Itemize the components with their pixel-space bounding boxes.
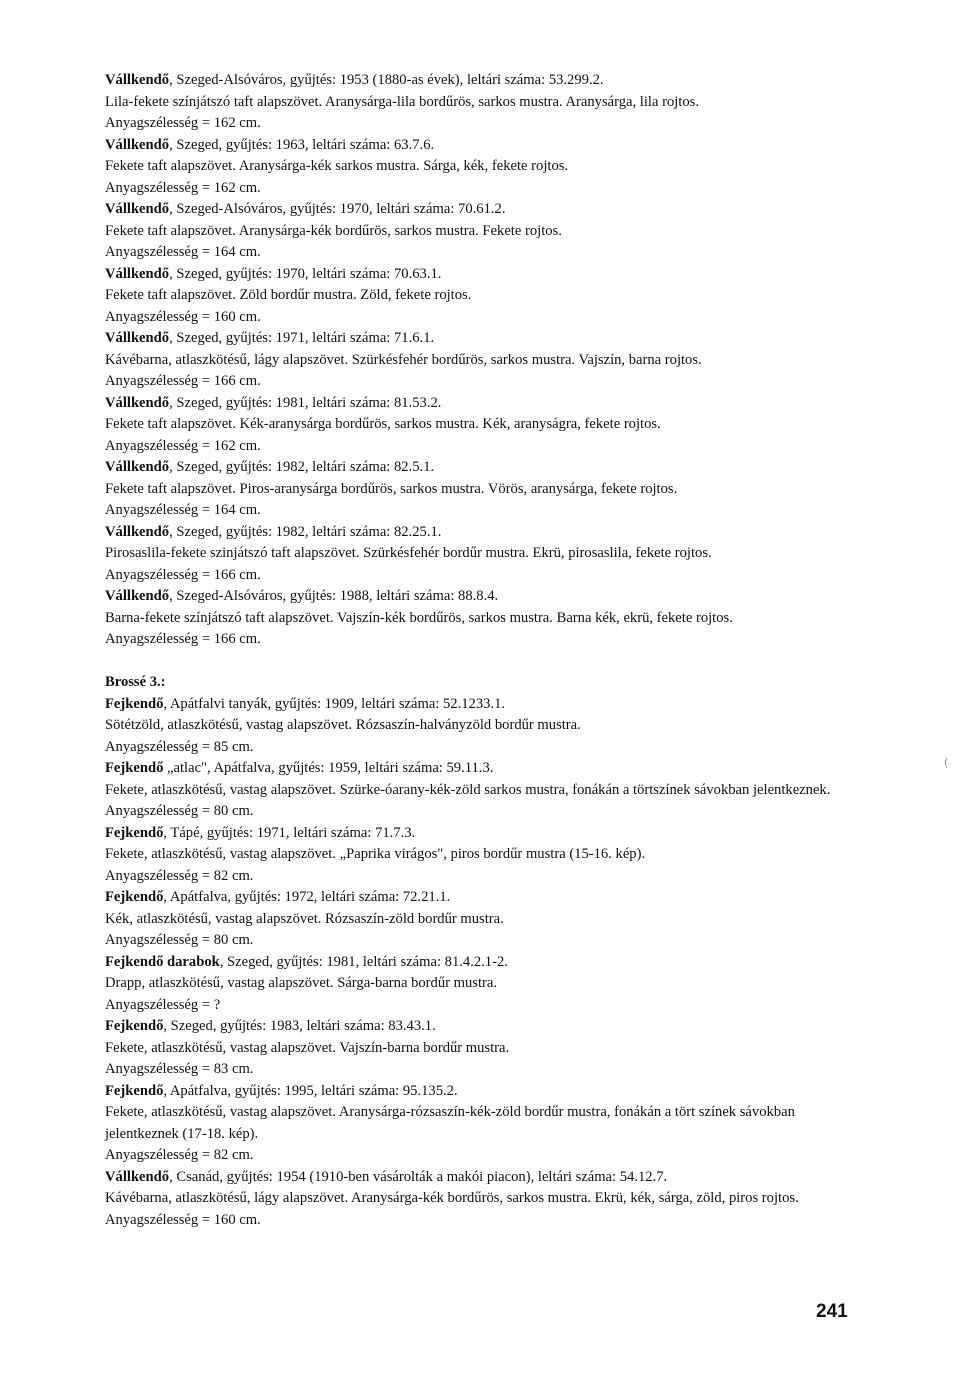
entry-label: Vállkendő: [105, 588, 170, 604]
page-number: 241: [816, 1301, 848, 1322]
entry-meta: , Csanád, gyűjtés: 1954 (1910-ben vásárolták a makói piacon), leltári száma: 54.12.7.: [169, 1168, 668, 1185]
entry-width: Anyagszélesség = 82 cm.: [105, 867, 254, 884]
entry-description: Pirosaslila-fekete szinjátszó taft alapszövet. Szürkésfehér bordűr mustra. Ekrü, pirosaslila, fekete rojtos.: [105, 545, 712, 561]
entry: [105, 199, 865, 264]
scan-mark: (: [944, 756, 949, 769]
entry-meta: , Szeged-Alsóváros, gyűjtés: 1988, leltári száma: 88.8.4.: [169, 588, 499, 604]
entry-label: Fejkendő: [105, 1082, 164, 1099]
entry-label: Vállkendő: [105, 136, 170, 153]
entry-description: Kávébarna, atlaszkötésű, lágy alapszövet. Szürkésfehér bordűrös, sarkos mustra. Vajszín, barna rojtos.: [105, 351, 702, 368]
entry-head: [105, 1081, 865, 1103]
entry-head: [105, 457, 865, 479]
entry-description: Lila-fekete színjátszó taft alapszövet. Aranysárga-lila bordűrös, sarkos mustra. Aranysárga, lila rojtos.: [105, 93, 699, 110]
entry-label: Fejkendő: [105, 695, 164, 712]
entry: [105, 70, 865, 135]
entry-meta: , Szeged, gyűjtés: 1981, leltári száma: 81.4.2.1-2.: [219, 953, 508, 970]
entry-head: [105, 70, 865, 92]
entry-meta: , Szeged, gyűjtés: 1982, leltári száma: 82.5.1.: [169, 459, 435, 475]
entry-meta: , Szeged, gyűjtés: 1983, leltári száma: 83.43.1.: [163, 1018, 436, 1034]
entry-head: [105, 135, 865, 157]
entry-description: Fekete, atlaszkötésű, vastag alapszövet. Vajszín-barna bordűr mustra.: [105, 1039, 510, 1056]
entry-head: [105, 586, 865, 608]
entry-description: Sötétzöld, atlaszkötésű, vastag alapszövet. Rózsaszín-halványzöld bordűr mustra.: [105, 717, 581, 733]
entry: [105, 522, 865, 587]
entry-meta: , Szeged, gyűjtés: 1971, leltári száma: 71.6.1.: [169, 330, 435, 346]
entry-width: Anyagszélesség = 82 cm.: [105, 1147, 254, 1163]
entry-head: [105, 952, 865, 974]
entry-description: Fekete, atlaszkötésű, vastag alapszövet. „Paprika virágos", piros bordűr mustra (15-16. kép).: [105, 846, 646, 862]
entry-description: Fekete taft alapszövet. Aranysárga-kék bordűrös, sarkos mustra. Fekete rojtos.: [105, 222, 562, 239]
entry: [105, 393, 865, 458]
entry-meta: , Apátfalva, gyűjtés: 1972, leltári száma: 72.21.1.: [163, 889, 451, 905]
entry-description: Barna-fekete színjátszó taft alapszövet. Vajszín-kék bordűrös, sarkos mustra. Barna kék, ekrü, fekete rojtos.: [105, 609, 733, 626]
entry-description: Fekete taft alapszövet. Aranysárga-kék sarkos mustra. Sárga, kék, fekete rojtos.: [105, 158, 569, 174]
entry-meta: , Szeged, gyűjtés: 1981, leltári száma: 81.53.2.: [169, 394, 442, 411]
entry-width: Anyagszélesség = 166 cm.: [105, 373, 261, 389]
entry-description: Kék, atlaszkötésű, vastag alapszövet. Rózsaszín-zöld bordűr mustra.: [105, 910, 504, 927]
entry-head: [105, 1167, 865, 1189]
entry: [105, 586, 865, 651]
entry-label: Vállkendő: [105, 1168, 170, 1185]
entry-description: Kávébarna, atlaszkötésű, lágy alapszövet. Aranysárga-kék bordűrös, sarkos mustra. Ekrü, kék, sárga, zöld, piros rojtos.: [105, 1190, 799, 1206]
entry-label: Fejkendő: [105, 824, 164, 841]
section-heading: Brossé 3.:: [105, 674, 166, 690]
entry-head: [105, 199, 865, 221]
entry-width: Anyagszélesség = 83 cm.: [105, 1061, 254, 1077]
entry-description: Fekete taft alapszövet. Kék-aranysárga bordűrös, sarkos mustra. Kék, aranyságra, fekete rojtos.: [105, 416, 661, 432]
entry-meta: , Szeged, gyűjtés: 1982, leltári száma: 82.25.1.: [169, 523, 442, 540]
entry-head: [105, 1016, 865, 1038]
entry-description: Fekete, atlaszkötésű, vastag alapszövet. Szürke-óarany-kék-zöld sarkos mustra, fonákán a törtszínek sávokban jelentkeznek.: [105, 781, 831, 798]
section-b: [105, 672, 865, 1231]
entry: [105, 264, 865, 329]
entry: [105, 1081, 865, 1167]
entry-label: Vállkendő: [105, 265, 170, 282]
section-gap: [105, 651, 865, 673]
entry-label: Vállkendő: [105, 523, 170, 540]
entry-head: [105, 823, 865, 845]
entry-label: Vállkendő: [105, 201, 170, 217]
entry-width: Anyagszélesség = 160 cm.: [105, 1211, 261, 1228]
entry-description: Fekete taft alapszövet. Piros-aranysárga bordűrös, sarkos mustra. Vörös, aranysárga, fekete rojtos.: [105, 480, 678, 497]
entry-label: Vállkendő: [105, 394, 170, 411]
entry-meta: , Apátfalva, gyűjtés: 1995, leltári száma: 95.135.2.: [163, 1082, 458, 1099]
entry-label: Fejkendő darabok: [105, 953, 220, 970]
entry-meta: , Szeged, gyűjtés: 1970, leltári száma: 70.63.1.: [169, 265, 442, 282]
entry-head: [105, 694, 865, 716]
entry-label: Vállkendő: [105, 459, 170, 475]
entry-width: Anyagszélesség = 80 cm.: [105, 803, 254, 819]
page-content: [105, 70, 865, 1231]
entry: [105, 952, 865, 1017]
entry-width: Anyagszélesség = 164 cm.: [105, 502, 261, 518]
entry-head: [105, 264, 865, 286]
entry: [105, 887, 865, 952]
entry-width: Anyagszélesség = 166 cm.: [105, 566, 261, 583]
entry: [105, 457, 865, 522]
entry-meta: , Tápé, gyűjtés: 1971, leltári száma: 71.7.3.: [163, 824, 416, 841]
entry-head: [105, 887, 865, 909]
entry-description: Fekete, atlaszkötésű, vastag alapszövet. Aranysárga-rózsaszín-kék-zöld bordűr mustra, fonákán a tört színek sávokban jelentkeznek (17-18. kép).: [105, 1104, 795, 1142]
entry-head: [105, 393, 865, 415]
entry-meta: , Apátfalvi tanyák, gyűjtés: 1909, leltári száma: 52.1233.1.: [163, 695, 506, 712]
entry-meta: , Szeged-Alsóváros, gyűjtés: 1970, leltári száma: 70.61.2.: [169, 201, 506, 217]
entry-width: Anyagszélesség = 166 cm.: [105, 631, 261, 647]
entry-label: Fejkendő: [105, 889, 164, 905]
entry: [105, 694, 865, 759]
entry-width: Anyagszélesség = 164 cm.: [105, 244, 261, 260]
entry-width: Anyagszélesség = 160 cm.: [105, 308, 261, 325]
entry-label: Vállkendő: [105, 330, 170, 346]
entry-head: [105, 758, 865, 780]
entry: [105, 1016, 865, 1081]
entry: [105, 328, 865, 393]
section-a: [105, 70, 865, 651]
entry-meta: „atlac", Apátfalva, gyűjtés: 1959, leltári száma: 59.11.3.: [163, 760, 494, 776]
entry-head: [105, 522, 865, 544]
entry-width: Anyagszélesség = 85 cm.: [105, 738, 254, 755]
entry: [105, 1167, 865, 1232]
entry-label: Fejkendő: [105, 1018, 164, 1034]
entry-width: Anyagszélesség = ?: [105, 996, 221, 1013]
entry-description: Drapp, atlaszkötésű, vastag alapszövet. Sárga-barna bordűr mustra.: [105, 975, 498, 991]
entry-head: [105, 328, 865, 350]
entry-meta: , Szeged-Alsóváros, gyűjtés: 1953 (1880-as évek), leltári száma: 53.299.2.: [169, 72, 604, 88]
entry-width: Anyagszélesség = 162 cm.: [105, 437, 261, 454]
entry-label: Fejkendő: [105, 760, 164, 776]
entry-description: Fekete taft alapszövet. Zöld bordűr mustra. Zöld, fekete rojtos.: [105, 287, 472, 303]
entry: [105, 135, 865, 200]
entry: [105, 758, 865, 823]
entry-width: Anyagszélesség = 80 cm.: [105, 932, 254, 948]
entry-label: Vállkendő: [105, 72, 170, 88]
entry-width: Anyagszélesség = 162 cm.: [105, 179, 261, 196]
entry-width: Anyagszélesség = 162 cm.: [105, 115, 261, 131]
entry: [105, 823, 865, 888]
entry-meta: , Szeged, gyűjtés: 1963, leltári száma: 63.7.6.: [169, 136, 435, 153]
